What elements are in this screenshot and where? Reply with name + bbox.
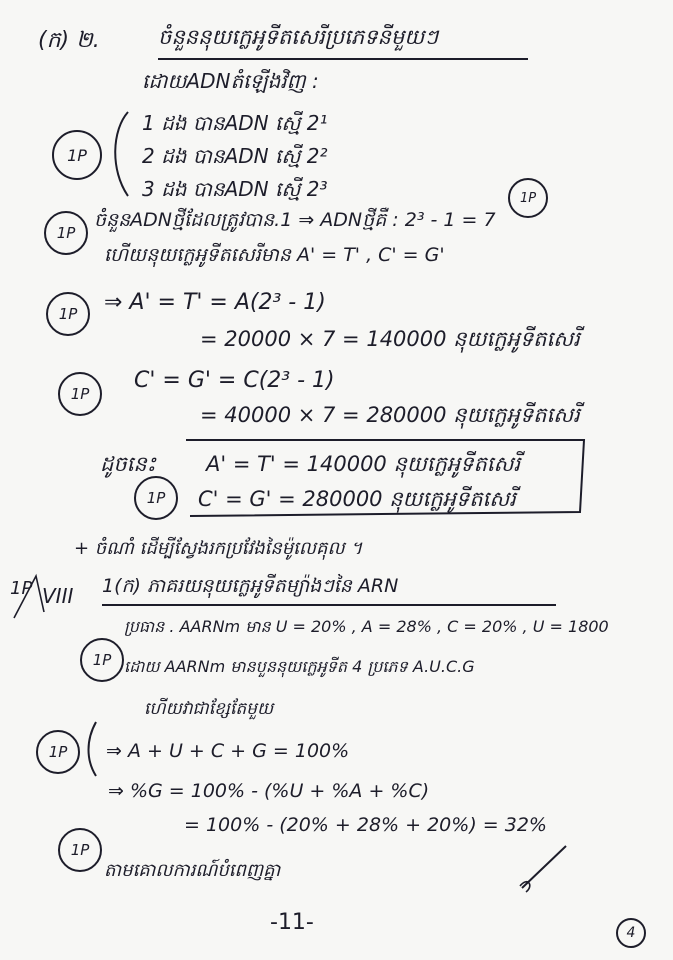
so-a-result: A' = T' = 140000 នុយក្លេអូទីតសេរី (206, 452, 521, 476)
question-underline (102, 604, 556, 606)
c-value: = 40000 × 7 = 280000 នុយក្លេអូទីតសេរី (200, 403, 580, 427)
sum-equation: ⇒ A + U + C + G = 100% (106, 740, 350, 762)
replication-line-2: 2 ដង បានADN ស្មើ 2² (142, 144, 328, 168)
replication-line-1: 1 ដង បានADN ស្មើ 2¹ (142, 111, 328, 135)
score-mark-1: 1P (52, 130, 102, 180)
score-mark-4: 1P (58, 372, 102, 416)
score-mark-3: 1P (46, 292, 90, 336)
replication-line-3: 3 ដង បានADN ស្មើ 2³ (142, 177, 328, 201)
section-viii-label: VIII (42, 584, 74, 608)
c-equation: C' = G' = C(2³ - 1) (134, 368, 335, 393)
given-line: ប្រធាន . AARNm មាន U = 20% , A = 28% , C = 20% , U = 1800 (124, 617, 609, 636)
score-mark-7: 1P (36, 730, 80, 774)
block1-intro: ដោយADNតំឡើងវិញ : (142, 69, 319, 93)
reason-line-1: ដោយ AARNm មានបួននុយក្លេអូទីត 4 ប្រភេទ A.U.C.G (124, 657, 475, 676)
score-mark-inline: 1P (508, 178, 548, 218)
a-equation: ⇒ A' = T' = A(2³ - 1) (104, 290, 326, 315)
reason-line-2: ហើយវាជាខ្សែតែមួយ (144, 699, 274, 719)
g-percent-result: = 100% - (20% + 28% + 20%) = 32% (184, 814, 547, 836)
section-viii-question: 1(ក) ភាគរយនុយក្លេអូទីតម្យ៉ាងៗនៃ ARN (102, 575, 399, 597)
note-line: + ចំណាំ ដើម្បីស្វែងរកប្រវែងនៃម៉ូលេគុល ។ (74, 538, 363, 559)
new-adn-line: ចំនួនADNថ្មីដែលត្រូវបាន.1 ⇒ ADNថ្មីគឺ : 2³ - 1 = 7 (94, 209, 496, 231)
score-mark-8: 1P (58, 828, 102, 872)
section-viii-side-mark: 1P (10, 578, 33, 599)
score-mark-2: 1P (44, 211, 88, 255)
so-label: ដូចនេះ (100, 452, 156, 476)
page-number: -11- (270, 910, 314, 935)
score-mark-6: 1P (80, 638, 124, 682)
score-mark-5: 1P (134, 476, 178, 520)
conclusion-line: តាមគោលការណ៍បំពេញគ្នា (104, 860, 281, 881)
section-tag: (ក) ២. (38, 28, 100, 53)
so-c-result: C' = G' = 280000 នុយក្លេអូទីតសេរី (198, 487, 516, 511)
free-nucleotide-line: ហើយនុយក្លេអូទីតសេរីមាន A' = T' , C' = G' (104, 244, 445, 266)
a-value: = 20000 × 7 = 140000 នុយក្លេអូទីតសេរី (200, 327, 580, 351)
heading-underline (158, 58, 528, 60)
g-percent-equation: ⇒ %G = 100% - (%U + %A + %C) (108, 780, 430, 802)
circled-page-index: 4 (616, 918, 646, 948)
section-heading: ចំនួននុយក្លេអូទីតសេរីប្រភេទនីមួយៗ (158, 25, 439, 49)
